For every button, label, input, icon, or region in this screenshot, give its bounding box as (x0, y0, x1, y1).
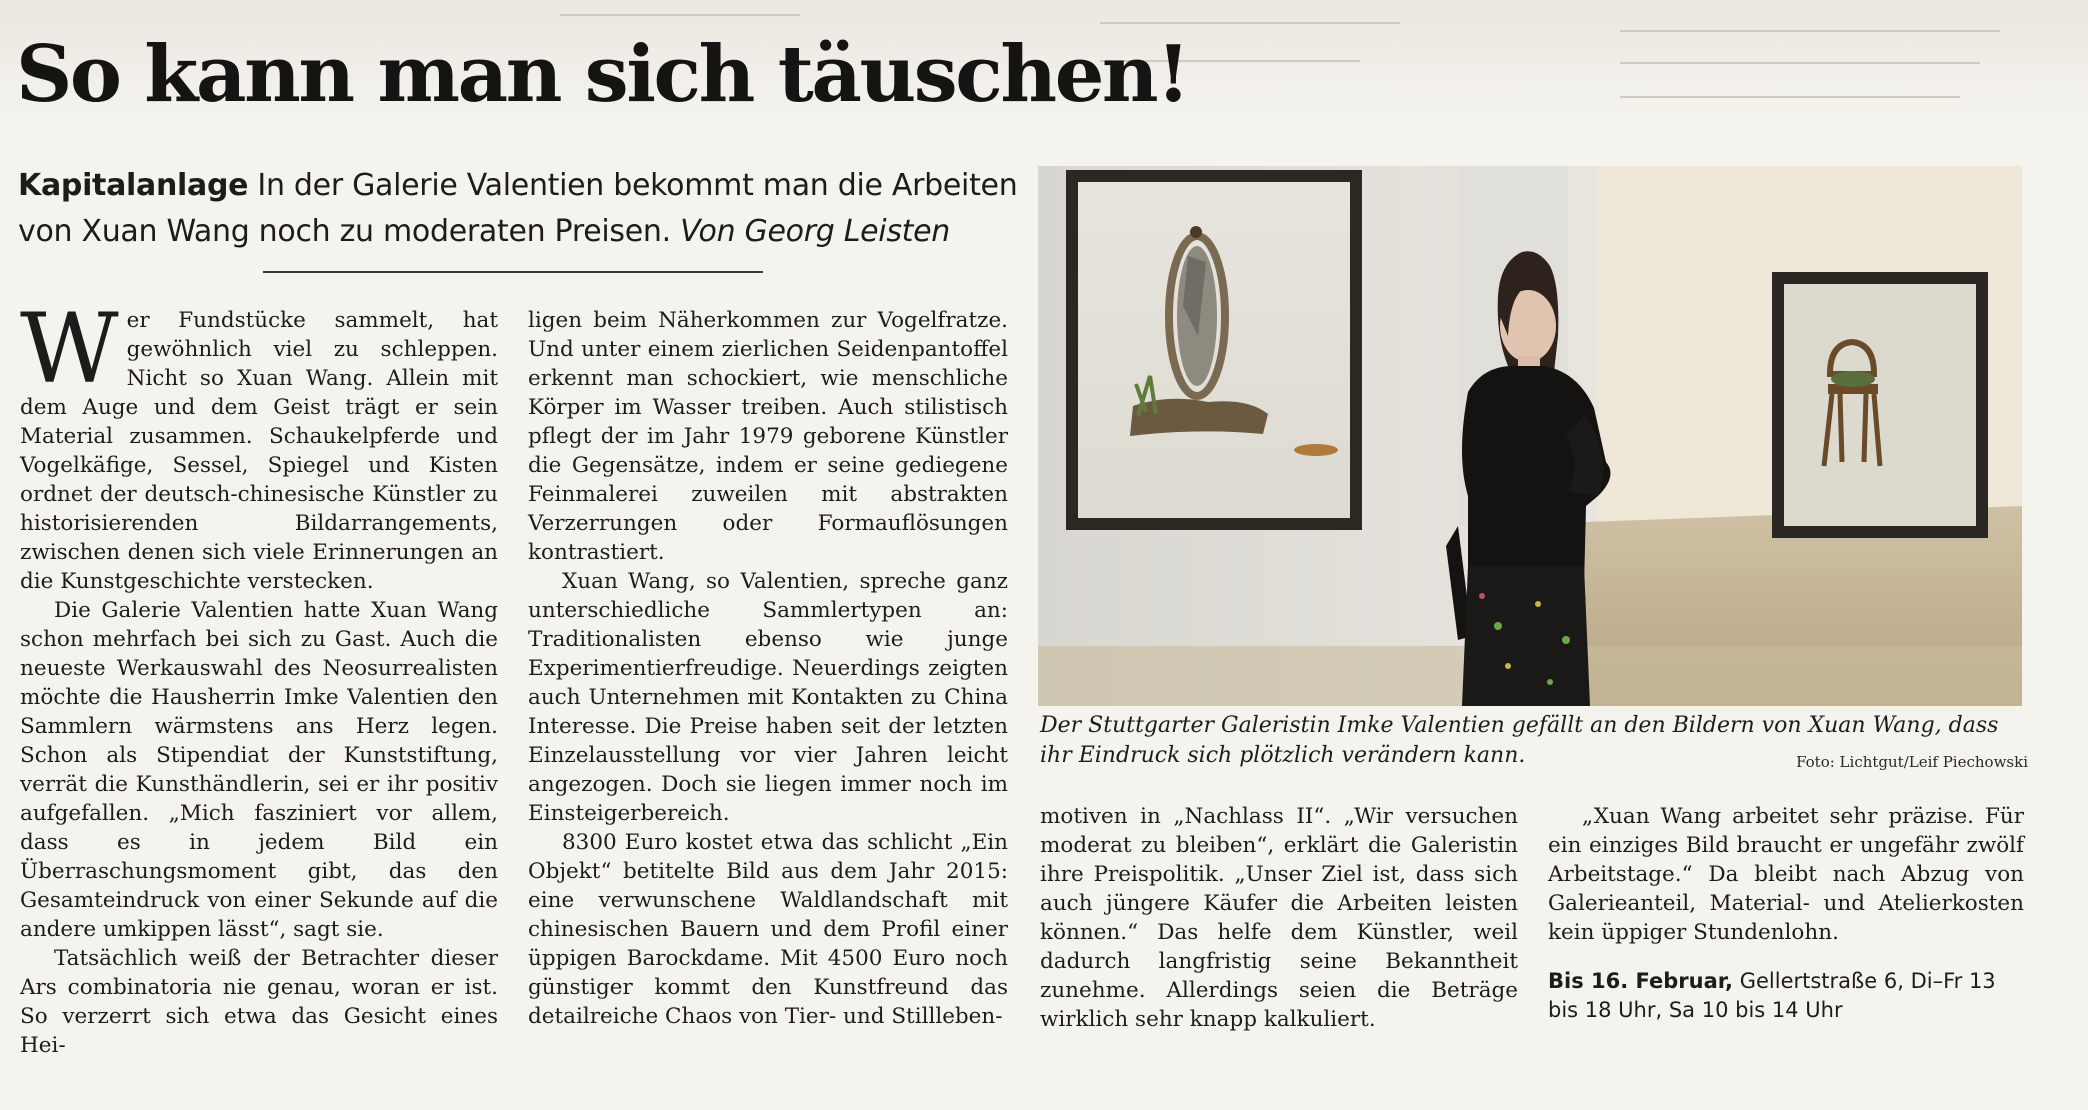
exhibition-date: Bis 16. Februar, (1548, 969, 1734, 993)
paragraph: Xuan Wang, so Valentien, spreche ganz unterschiedliche Sammlertypen an: Traditionalisten ebenso wie junge Experimentierfreudige. Neuerdings zeigten auch Unternehmen mit Kontakten zu China Interesse. Die Preise haben seit der letzten Einzelausstellung vor vier Jahren leicht angezogen. Doch sie liegen immer noch im Einsteigerbereich. (528, 569, 1008, 826)
dek (18, 163, 1018, 255)
photo-credit: Foto: Lichtgut/Leif Piechowski (1796, 753, 2028, 771)
byline: Von Georg Leisten (680, 214, 950, 249)
drop-cap: W (20, 293, 119, 405)
column-3 (1040, 802, 1518, 1034)
exhibition-info (1548, 967, 2024, 1025)
paragraph: 8300 Euro kostet etwa das schlicht „Ein Objekt“ betitelte Bild aus dem Jahr 2015: eine verwunschene Waldlandschaft mit chinesischen Bauern und dem Profil einer üppigen Barockdame. Mit 4500 Euro noch günstiger kommt den Kunstfreund das detailreiche Chaos von Tier- und Stillleben- (528, 830, 1008, 1029)
bleed-line (560, 14, 800, 16)
column-4 (1548, 802, 2024, 1025)
paragraph (20, 293, 498, 596)
gallery-photo (1038, 166, 2022, 706)
headline: So kann man sich täuschen! (16, 29, 1189, 120)
bleed-line (1620, 62, 1980, 64)
paragraph: motiven in „Nachlass II“. „Wir versuchen moderat zu bleiben“, erklärt die Galeristin ihre Preispolitik. „Unser Ziel ist, dass sich auch jüngere Käufer die Arbeiten leisten können.“ Das helfe dem Künstler, weil dadurch langfristig seine Bekanntheit zunehme. Allerdings seien die Beträge wirklich sehr knapp kalkuliert. (1040, 804, 1518, 1032)
paragraph: Tatsächlich weiß der Betrachter dieser Ars combinatoria nie genau, woran er ist. So verzerrt sich etwa das Gesicht eines Hei- (20, 946, 498, 1058)
column-2 (528, 306, 1008, 1031)
bleed-line (1620, 30, 2000, 32)
kicker: Kapitalanlage (18, 168, 249, 203)
paragraph: ligen beim Näherkommen zur Vogelfratze. Und unter einem zierlichen Seidenpantoffel erkennt man schockiert, wie menschliche Körper im Wasser treiben. Auch stilistisch pflegt der im Jahr 1979 geborene Künstler die Gegensätze, indem er seine gediegene Feinmalerei zuweilen mit abstrakten Verzerrungen oder Formauflösungen kontrastiert. (528, 308, 1008, 565)
bleed-line (1620, 96, 1960, 98)
column-1 (20, 293, 498, 1060)
bleed-line (1100, 22, 1400, 24)
paragraph: Die Galerie Valentien hatte Xuan Wang schon mehrfach bei sich zu Gast. Auch die neueste Werkauswahl des Neosurrealisten möchte die Hausherrin Imke Valentien den Sammlern wärmstens ans Herz legen. Schon als Stipendiat der Kunststiftung, verrät die Kunsthändlerin, sei er ihr positiv aufgefallen. „Mich fasziniert vor allem, dass es in jedem Bild ein Überraschungsmoment gibt, das den Gesamteindruck von einer Sekunde auf die andere umkippen lässt“, sagt sie. (20, 598, 498, 942)
paragraph: „Xuan Wang arbeitet sehr präzise. Für ein einziges Bild braucht er ungefähr zwölf Arbeitstage.“ Da bleibt nach Abzug von Galerieanteil, Material- und Atelierkosten kein üppiger Stundenlohn. (1548, 804, 2024, 945)
photo-caption: Der Stuttgarter Galeristin Imke Valentien gefällt an den Bildern von Xuan Wang, dass ihr Eindruck sich plötzlich verändern kann. (1040, 713, 1999, 768)
paragraph-text: er Fundstücke sammelt, hat gewöhnlich viel zu schleppen. Nicht so Xuan Wang. Allein mit dem Auge und dem Geist trägt er sein Material zusammen. Schaukelpferde und Vogelkäfige, Sessel, Spiegel und Kisten ordnet der deutsch-chinesische Künstler zu historisierenden Bildarrangements, zwischen denen sich viele Erinnerungen an die Kunstgeschichte verstecken. (20, 308, 498, 594)
exhibition-details: Gellertstraße 6, Di–Fr 13 bis 18 Uhr, Sa 10 bis 14 Uhr (1548, 969, 1996, 1022)
dek-rule (263, 271, 763, 273)
dek-text: In der Galerie Valentien bekommt man die Arbeiten von Xuan Wang noch zu moderaten Preisen. (18, 168, 1018, 249)
painting-right (1772, 272, 1988, 538)
painting-left (1066, 170, 1362, 530)
